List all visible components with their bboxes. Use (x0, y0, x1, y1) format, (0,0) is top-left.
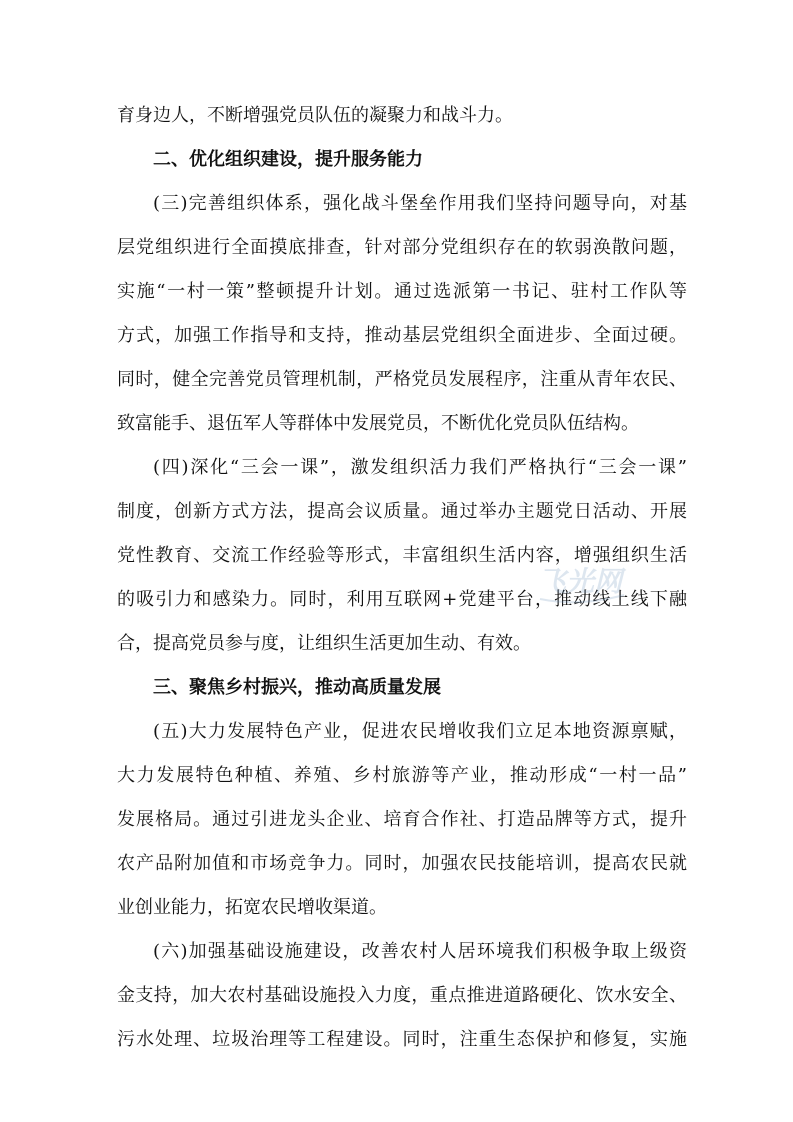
paragraph-line: 方式，加强工作指导和支持，推动基层党组织全面进步、全面过硬。 (117, 325, 687, 346)
paragraph-line: 党性教育、交流工作经验等形式，丰富组织生活内容，增强组织生活 (117, 545, 687, 566)
paragraph-line: 大力发展特色种植、养殖、乡村旅游等产业，推动形成“一村一品” (117, 765, 687, 786)
section-heading-2: 二、优化组织建设，提升服务能力 (153, 149, 423, 170)
site-watermark-logo (520, 555, 640, 611)
paragraph-line: 的吸引力和感染力。同时，利用互联网+党建平台，推动线上线下融 (117, 589, 687, 610)
paragraph-line: 致富能手、退伍军人等群体中发展党员，不断优化党员队伍结构。 (117, 413, 639, 434)
paragraph-line: 发展格局。通过引进龙头企业、培育合作社、打造品牌等方式，提升 (117, 809, 687, 830)
paragraph-line: (五)大力发展特色产业，促进农民增收我们立足本地资源禀赋， (153, 721, 687, 742)
section-heading-3: 三、聚焦乡村振兴，推动高质量发展 (153, 677, 441, 698)
paragraph-line: (四)深化“三会一课”，激发组织活力我们严格执行“三会一课” (153, 457, 687, 478)
paragraph-line: 污水处理、垃圾治理等工程建设。同时，注重生态保护和修复，实施 (117, 1029, 687, 1050)
paragraph-line: 制度，创新方式方法，提高会议质量。通过举办主题党日活动、开展 (117, 501, 687, 522)
paragraph-line: 金支持，加大农村基础设施投入力度，重点推进道路硬化、饮水安全、 (117, 985, 687, 1006)
paragraph-line: 同时，健全完善党员管理机制，严格党员发展程序，注重从青年农民、 (117, 369, 687, 390)
paragraph-line: 农产品附加值和市场竞争力。同时，加强农民技能培训，提高农民就 (117, 853, 687, 874)
paragraph-line: (六)加强基础设施建设，改善农村人居环境我们积极争取上级资 (153, 941, 687, 962)
paragraph-line: 合，提高党员参与度，让组织生活更加生动、有效。 (117, 633, 531, 654)
paragraph-line: (三)完善组织体系，强化战斗堡垒作用我们坚持问题导向，对基 (153, 193, 687, 214)
paragraph-line: 育身边人，不断增强党员队伍的凝聚力和战斗力。 (117, 105, 513, 126)
paragraph-line: 业创业能力，拓宽农民增收渠道。 (117, 897, 387, 918)
paragraph-line: 层党组织进行全面摸底排查，针对部分党组织存在的软弱涣散问题， (117, 237, 687, 258)
paragraph-line: 实施“一村一策”整顿提升计划。通过选派第一书记、驻村工作队等 (117, 281, 687, 302)
watermark-text: 飞光网 (537, 565, 623, 598)
